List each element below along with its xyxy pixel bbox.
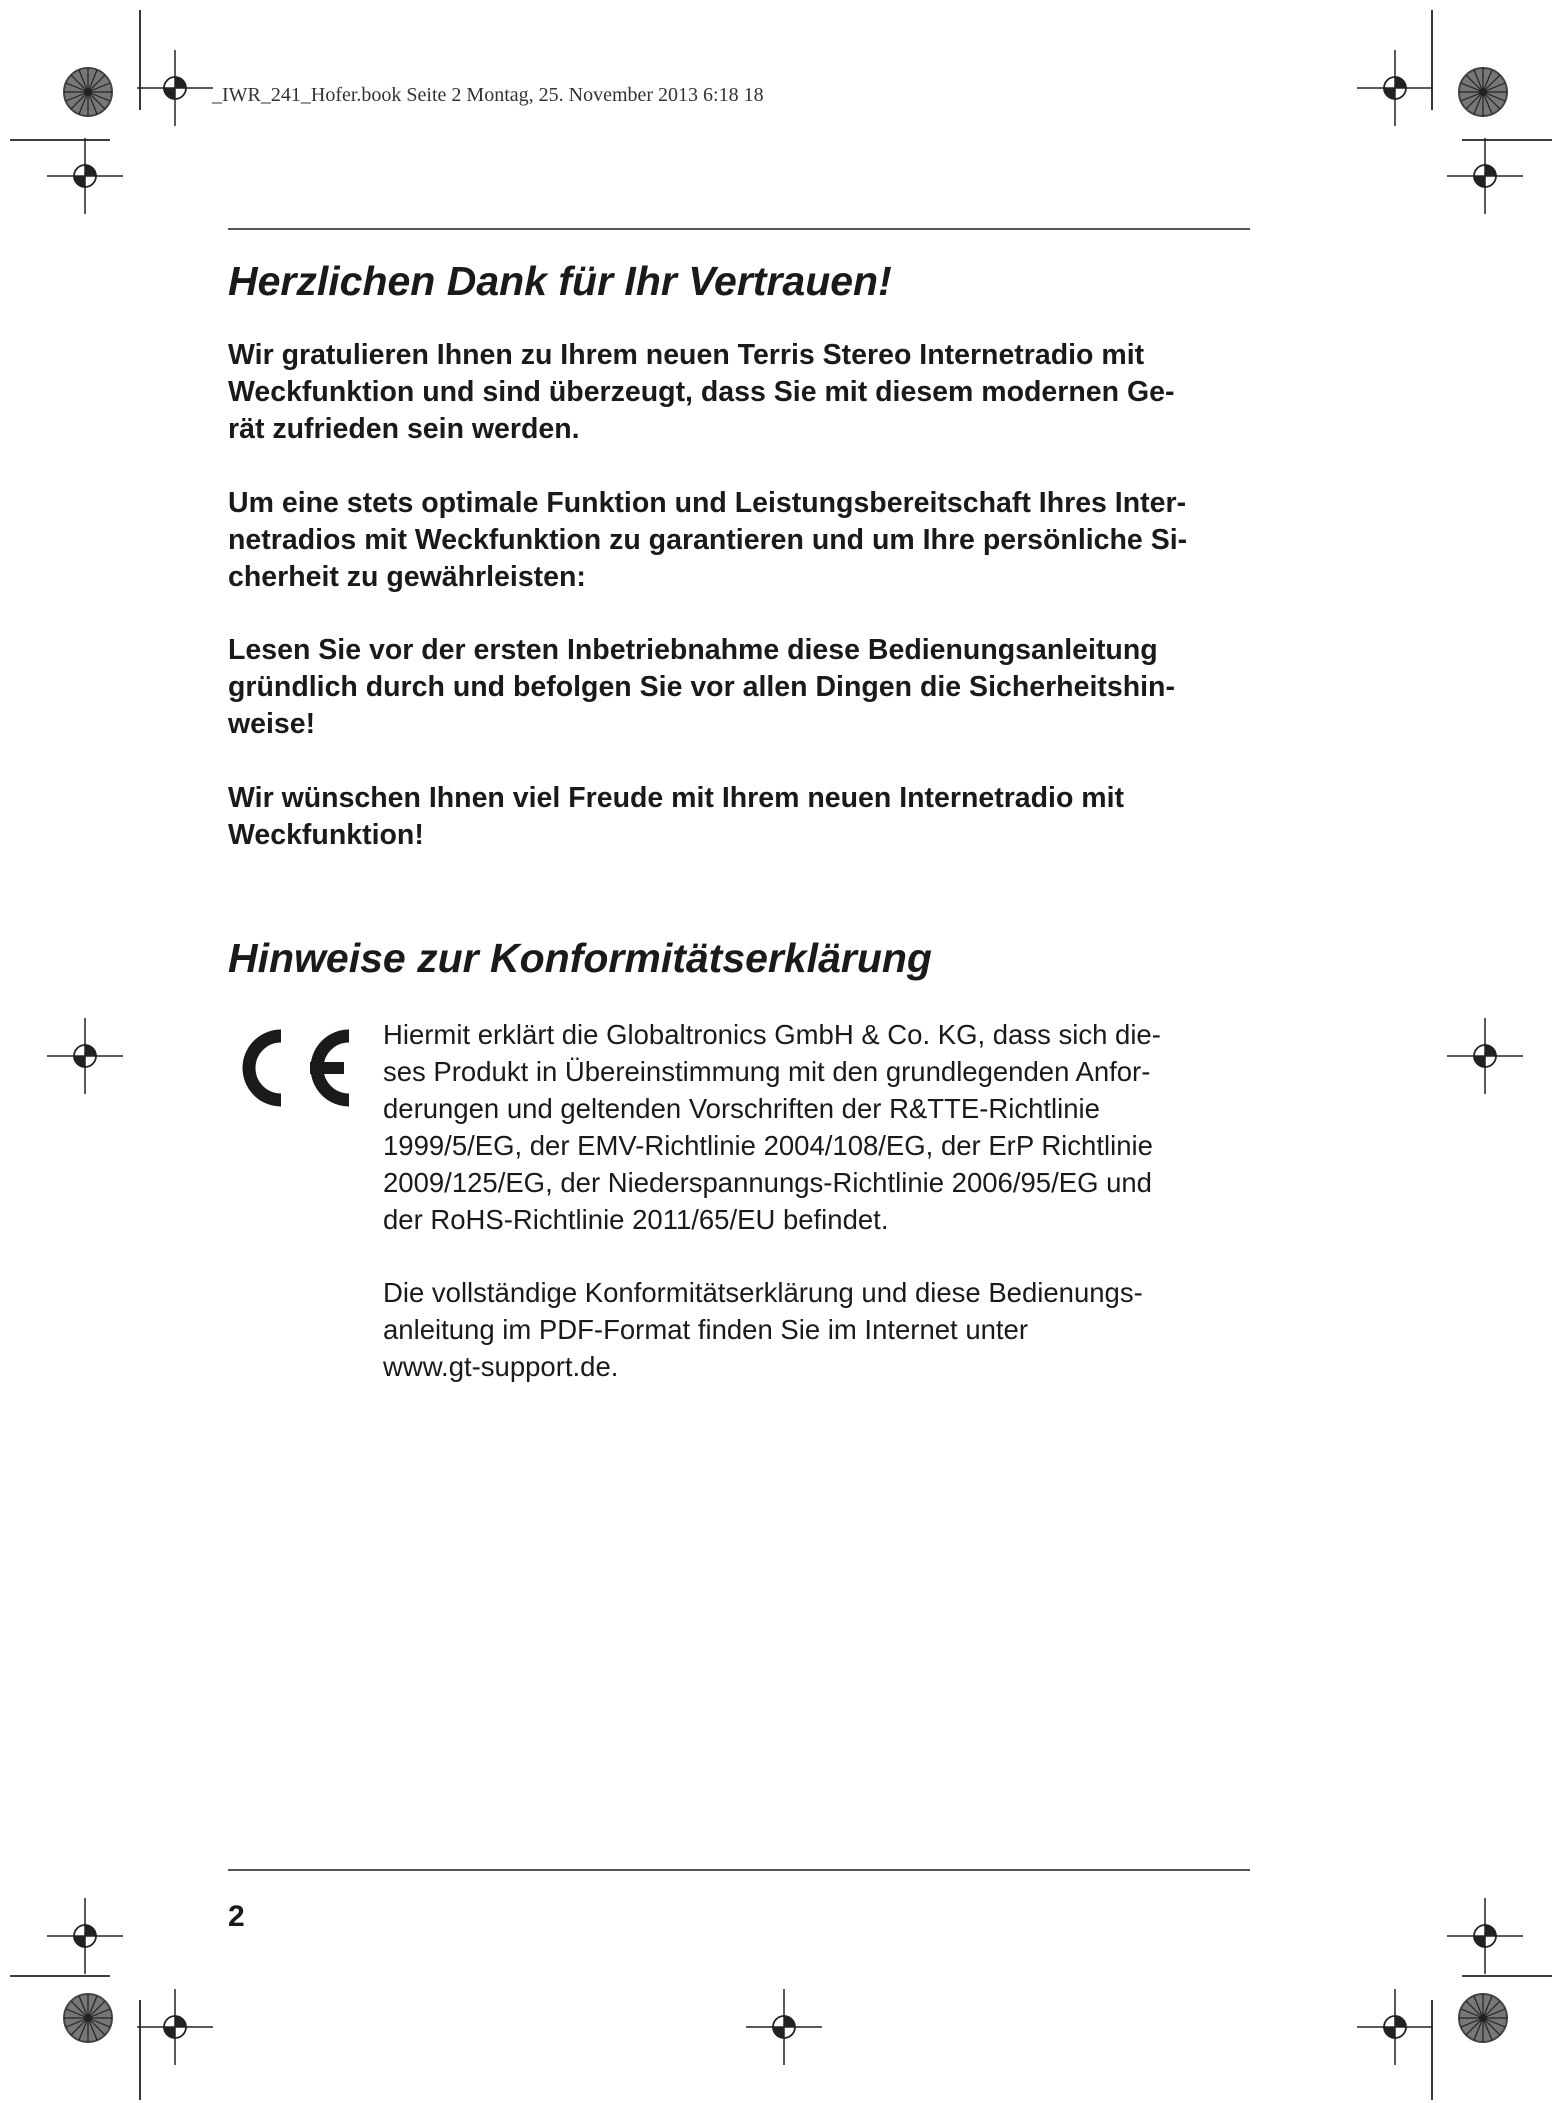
text-line: ses Produkt in Übereinstimmung mit den grundlegenden Anfor-	[383, 1056, 1151, 1087]
paragraph-full-declaration	[383, 1274, 1263, 1385]
text-line: der RoHS-Richtlinie 2011/65/EU befindet.	[383, 1204, 889, 1235]
text-line: Um eine stets optimale Funktion und Leistungsbereitschaft Ihres Inter-	[228, 487, 1187, 519]
star-target-top-left	[64, 68, 112, 116]
text-line: Hiermit erklärt die Globaltronics GmbH & Co. KG, dass sich die-	[383, 1019, 1161, 1050]
text-line: Lesen Sie vor der ersten Inbetriebnahme diese Bedienungsanleitung	[228, 634, 1158, 666]
text-line: 2009/125/EG, der Niederspannungs-Richtlinie 2006/95/EG und	[383, 1167, 1152, 1198]
ce-mark-icon	[228, 1022, 356, 1114]
text-line: netradios mit Weckfunktion zu garantieren und um Ihre persönliche Si-	[228, 524, 1188, 556]
top-rule	[228, 228, 1250, 230]
paragraph-enjoy	[228, 780, 1258, 854]
text-line: rät zufrieden sein werden.	[228, 413, 580, 445]
paragraph-declaration	[383, 1016, 1263, 1238]
text-line: www.gt-support.de.	[383, 1351, 619, 1382]
heading-conformity: Hinweise zur Konformitätserklärung	[228, 935, 932, 981]
star-target-top-right	[1459, 68, 1507, 116]
paragraph-function	[228, 485, 1258, 596]
print-header: _IWR_241_Hofer.book Seite 2 Montag, 25. November 2013 6:18 18	[212, 84, 764, 106]
text-line: Wir wünschen Ihnen viel Freude mit Ihrem neuen Internetradio mit	[228, 782, 1125, 814]
page-number: 2	[228, 1900, 245, 1933]
text-line: 1999/5/EG, der EMV-Richtlinie 2004/108/EG, der ErP Richtlinie	[383, 1130, 1153, 1161]
heading-thanks: Herzlichen Dank für Ihr Vertrauen!	[228, 258, 892, 304]
text-line: Wir gratulieren Ihnen zu Ihrem neuen Terris Stereo Internetradio mit	[228, 339, 1145, 371]
star-target-bottom-left	[64, 1994, 112, 2042]
star-target-bottom-right	[1459, 1994, 1507, 2042]
paragraph-congratulations	[228, 337, 1258, 448]
paragraph-read-manual	[228, 632, 1258, 743]
bottom-rule	[228, 1869, 1250, 1871]
text-line: cherheit zu gewährleisten:	[228, 561, 586, 593]
text-line: Weckfunktion und sind überzeugt, dass Sie mit diesem modernen Ge-	[228, 376, 1175, 408]
text-line: Die vollständige Konformitätserklärung und diese Bedienungs-	[383, 1277, 1143, 1308]
text-line: gründlich durch und befolgen Sie vor allen Dingen die Sicherheitshin-	[228, 671, 1175, 703]
text-line: Weckfunktion!	[228, 819, 424, 851]
text-line: anleitung im PDF-Format finden Sie im Internet unter	[383, 1314, 1029, 1345]
text-line: weise!	[228, 708, 316, 740]
text-line: derungen und geltenden Vorschriften der R&TTE-Richtlinie	[383, 1093, 1100, 1124]
